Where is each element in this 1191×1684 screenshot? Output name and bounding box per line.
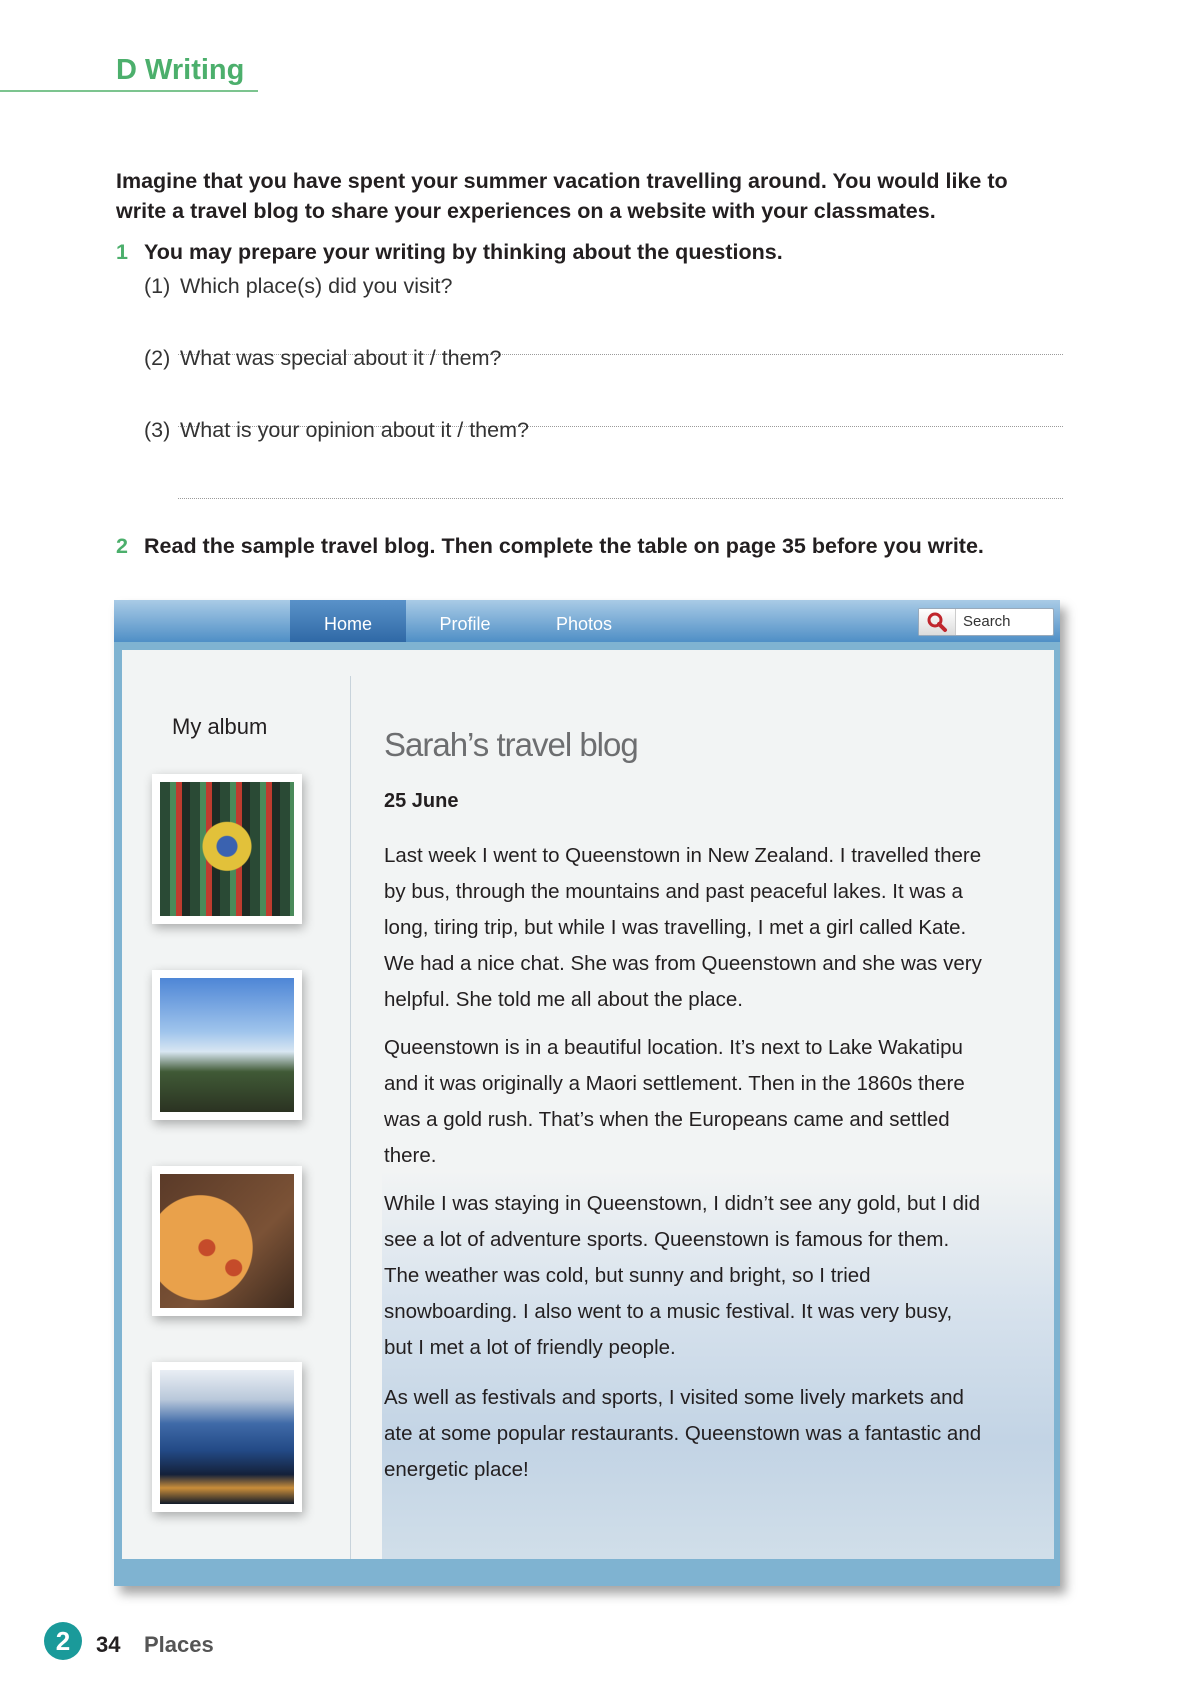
blog-navbar	[114, 600, 1060, 642]
album-photo-1[interactable]	[152, 774, 302, 924]
question-number: (2)	[144, 346, 171, 370]
section-heading-text: D Writing	[116, 54, 245, 86]
blog-panel	[122, 650, 1054, 1559]
album-photo-3[interactable]	[152, 1166, 302, 1316]
blog-paragraph-4: As well as festivals and sports, I visited some lively markets and ate at some popular restaurants. Queenstown was a fantastic and energetic place!	[384, 1386, 982, 1481]
intro-text: Imagine that you have spent your summer vacation travelling around. You would like to write a travel blog to share your experiences on a website with your classmates.	[116, 169, 1008, 223]
blog-paragraph-2: Queenstown is in a beautiful location. It’s next to Lake Wakatipu and it was originally a Maori settlement. Then in the 1860s there was a gold rush. That’s when the Europeans came and settled there.	[384, 1036, 965, 1167]
blog-bottom-bar	[122, 1559, 1054, 1586]
task-2	[116, 534, 984, 559]
nav-home[interactable]: Home	[290, 600, 406, 642]
question-2	[144, 346, 501, 371]
search-box[interactable]	[918, 608, 1054, 636]
blog-date: 25 June	[384, 790, 459, 812]
unit-badge: 2	[44, 1622, 82, 1660]
task-1	[116, 240, 783, 265]
blog-window	[114, 600, 1060, 1586]
search-button[interactable]	[919, 609, 956, 635]
album-photo-4[interactable]	[152, 1362, 302, 1512]
blog-paragraph-3: While I was staying in Queenstown, I didn’t see any gold, but I did see a lot of adventure sports. Queenstown is famous for them. The weather was cold, but sunny and bright, so I tried snowboarding. I also went to a music festival. It was very busy, but I met a lot of friendly people.	[384, 1192, 980, 1359]
blog-paragraph-1: Last week I went to Queenstown in New Zealand. I travelled there by bus, through the mountains and past peaceful lakes. It was a long, tiring trip, but while I was travelling, I met a girl called Kate. We had a nice chat. She was from Queenstown and she was very helpful. She told me all about the place.	[384, 844, 982, 1011]
search-icon	[919, 609, 955, 635]
task-2-number: 2	[116, 534, 128, 558]
column-divider	[350, 676, 351, 1559]
blog-title: Sarah’s travel blog	[384, 726, 638, 763]
question-number: (3)	[144, 418, 171, 442]
question-text: Which place(s) did you visit?	[180, 274, 453, 298]
task-1-number: 1	[116, 240, 128, 264]
answer-line-3[interactable]	[178, 498, 1063, 499]
nav-photos[interactable]: Photos	[555, 614, 613, 634]
album-title: My album	[172, 714, 268, 739]
page-number: 34	[96, 1632, 121, 1657]
question-3	[144, 418, 529, 443]
question-1	[144, 274, 452, 299]
task-2-text: Read the sample travel blog. Then complete the table on page 35 before you write.	[144, 534, 984, 558]
question-text: What is your opinion about it / them?	[180, 418, 529, 442]
album-photo-2[interactable]	[152, 970, 302, 1120]
task-1-text: You may prepare your writing by thinking about the questions.	[144, 240, 783, 264]
nav-profile[interactable]: Profile	[439, 614, 491, 634]
question-number: (1)	[144, 274, 171, 298]
section-heading	[0, 52, 258, 92]
search-label: Search	[963, 613, 1011, 630]
question-text: What was special about it / them?	[180, 346, 502, 370]
unit-name: Places	[144, 1632, 214, 1657]
